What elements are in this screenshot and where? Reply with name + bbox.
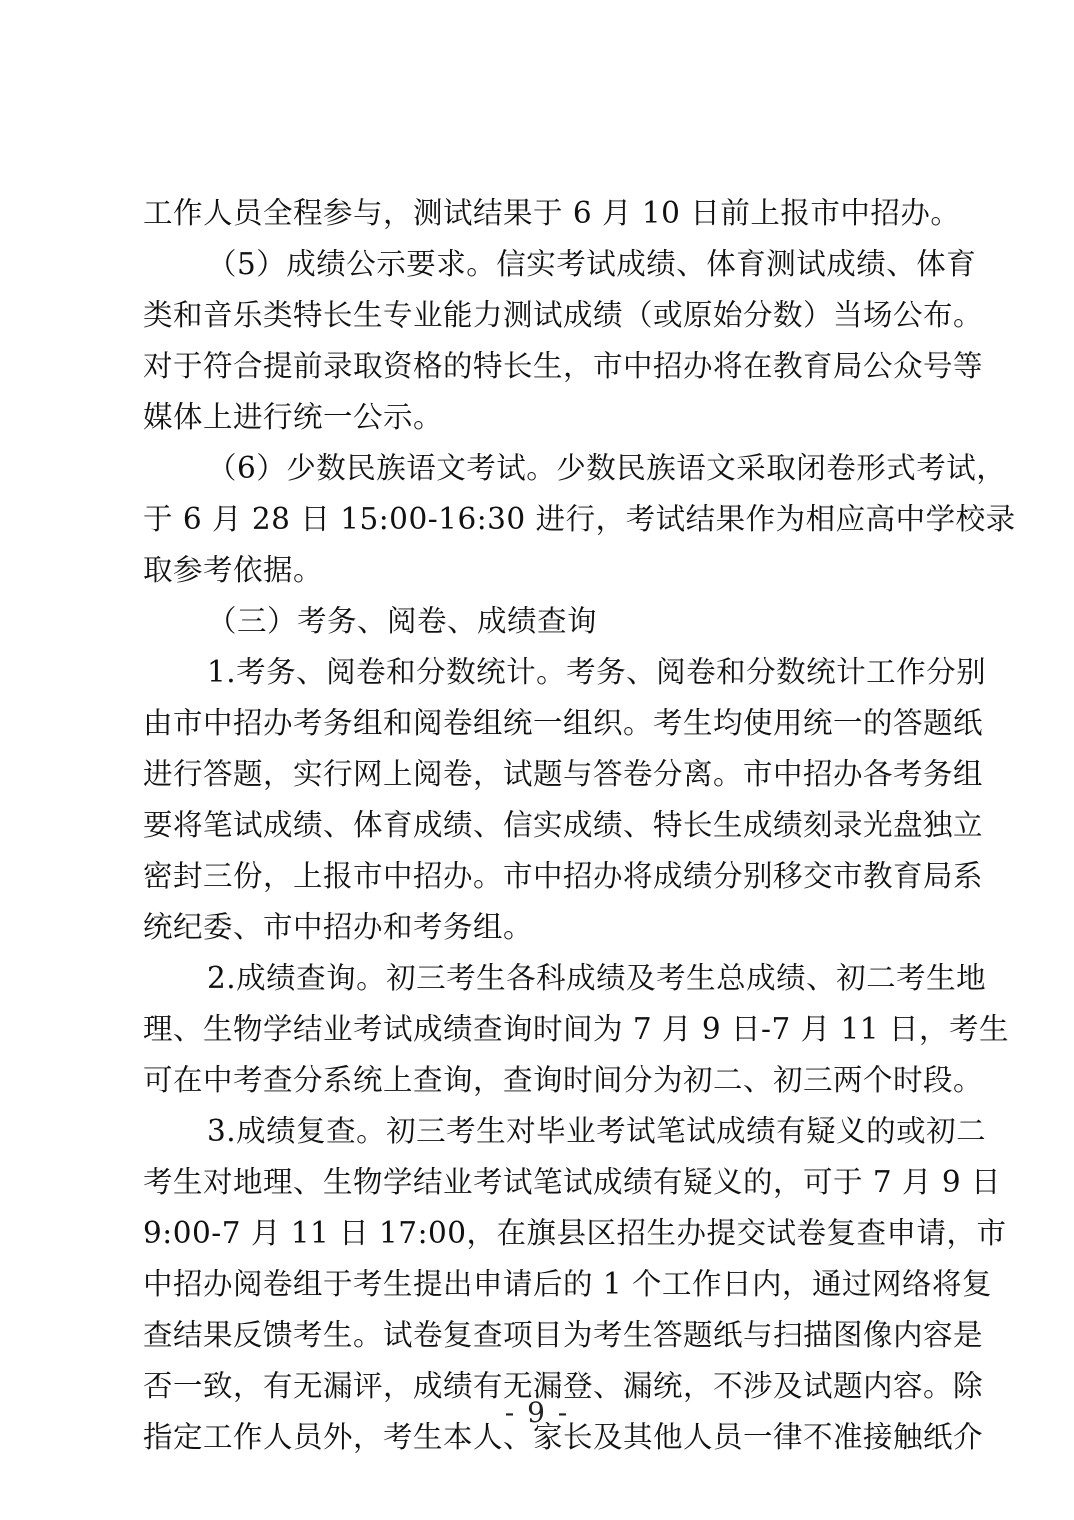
- text-line: 统纪委、市中招办和考务组。: [143, 910, 534, 944]
- text-line: 1.考务、阅卷和分数统计。考务、阅卷和分数统计工作分别: [207, 655, 987, 689]
- text-line: 于 6 月 28 日 15:00-16:30 进行，考试结果作为相应高中学校录: [143, 502, 1016, 536]
- text-line: 3.成绩复查。初三考生对毕业考试笔试成绩有疑义的或初二: [207, 1114, 987, 1148]
- text-line: 工作人员全程参与，测试结果于 6 月 10 日前上报市中招办。: [143, 196, 961, 230]
- text-line: 媒体上进行统一公示。: [143, 400, 444, 434]
- text-line: 可在中考查分系统上查询，查询时间分为初二、初三两个时段。: [143, 1063, 984, 1097]
- text-line: 取参考依据。: [143, 553, 324, 587]
- text-line: 查结果反馈考生。试卷复查项目为考生答题纸与扫描图像内容是: [143, 1318, 984, 1352]
- text-line: 进行答题，实行网上阅卷，试题与答卷分离。市中招办各考务组: [143, 757, 984, 791]
- text-line: 中招办阅卷组于考生提出申请后的 1 个工作日内，通过网络将复: [143, 1267, 993, 1301]
- text-line: （6）少数民族语文考试。少数民族语文采取闭卷形式考试，: [207, 451, 1007, 485]
- section-heading: （三）考务、阅卷、成绩查询: [207, 604, 598, 638]
- text-line: 理、生物学结业考试成绩查询时间为 7 月 9 日-7 月 11 日，考生: [143, 1012, 1009, 1046]
- text-line: 要将笔试成绩、体育成绩、信实成绩、特长生成绩刻录光盘独立: [143, 808, 984, 842]
- text-line: 2.成绩查询。初三考生各科成绩及考生总成绩、初二考生地: [207, 961, 987, 995]
- text-line: 9:00-7 月 11 日 17:00，在旗县区招生办提交试卷复查申请，市: [143, 1216, 1007, 1250]
- text-line: 指定工作人员外，考生本人、家长及其他人员一律不准接触纸介: [143, 1420, 984, 1454]
- page-number: - 9 -: [504, 1396, 570, 1429]
- text-line: 密封三份，上报市中招办。市中招办将成绩分别移交市教育局系: [143, 859, 984, 893]
- text-line: （5）成绩公示要求。信实考试成绩、体育测试成绩、体育: [207, 247, 977, 281]
- text-line: 类和音乐类特长生专业能力测试成绩（或原始分数）当场公布。: [143, 298, 984, 332]
- text-line: 考生对地理、生物学结业考试笔试成绩有疑义的，可于 7 月 9 日: [143, 1165, 1002, 1199]
- text-line: 由市中招办考务组和阅卷组统一组织。考生均使用统一的答题纸: [143, 706, 984, 740]
- text-line: 否一致，有无漏评，成绩有无漏登、漏统，不涉及试题内容。除: [143, 1369, 984, 1403]
- text-line: 对于符合提前录取资格的特长生，市中招办将在教育局公众号等: [143, 349, 984, 383]
